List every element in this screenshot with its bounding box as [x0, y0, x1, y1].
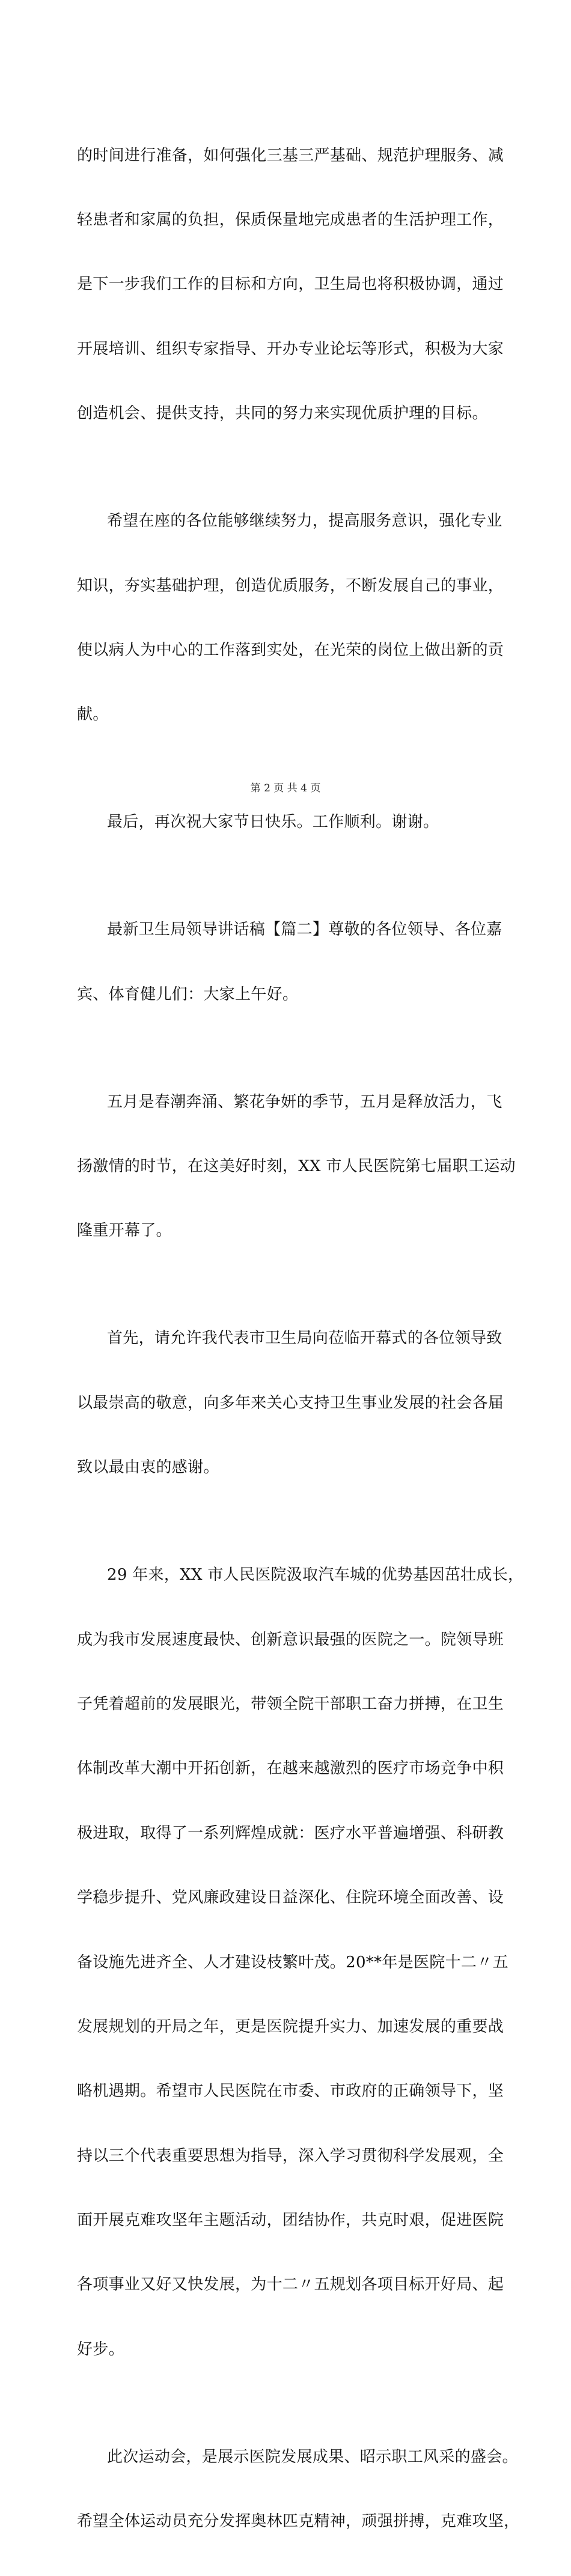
- page-footer: [0, 779, 571, 794]
- text-line: 开展培训、组织专家指导、开办专业论坛等形式，积极为大家: [77, 340, 504, 358]
- text-line: 希望在座的各位能够继续努力，提高服务意识，强化专业: [107, 512, 502, 531]
- text-line: 宾、体育健儿们：大家上午好。: [77, 985, 299, 1003]
- text-line: 是下一步我们工作的目标和方向，卫生局也将积极协调，通过: [77, 275, 504, 294]
- text-line: 扬激情的时节，在这美好时刻，XX 市人民医院第七届职工运动: [77, 1157, 516, 1176]
- paragraph: [77, 468, 504, 769]
- text-line: 献。: [77, 705, 109, 724]
- text-line: 希望全体运动员充分发挥奥林匹克精神，顽强拼搏，克难攻坚，: [77, 2512, 520, 2531]
- paragraph: [77, 877, 502, 1049]
- paragraph: [77, 102, 504, 468]
- paragraph: [77, 1522, 524, 2404]
- text-line: 学稳步提升、党风廉政建设日益深化、住院环境全面改善、设: [77, 1889, 504, 1907]
- text-line: 首先，请允许我代表市卫生局向莅临开幕式的各位领导致: [107, 1329, 502, 1348]
- text-line: 29 年来，XX 市人民医院汲取汽车城的优势基因茁壮成长，: [107, 1566, 524, 1585]
- paragraph: [77, 1049, 516, 1285]
- text-line: 备设施先进齐全、人才建设枝繁叶茂。20**年是医院十二〃五: [77, 1953, 508, 1972]
- text-line: 此次运动会，是展示医院发展成果、昭示职工风采的盛会。: [107, 2447, 518, 2466]
- text-line: 子凭着超前的发展眼光，带领全院干部职工奋力拼搏，在卫生: [77, 1694, 504, 1713]
- text-line: 最后，再次祝大家节日快乐。工作顺利。谢谢。: [107, 813, 439, 832]
- text-line: 好步。: [77, 2340, 124, 2358]
- text-line: 五月是春潮奔涌、繁花争妍的季节，五月是释放活力，飞: [107, 1092, 502, 1111]
- text-line: 轻患者和家属的负担，保质保量地完成患者的生活护理工作，: [77, 210, 504, 229]
- text-line: 持以三个代表重要思想为指导，深入学习贯彻科学发展观，全: [77, 2146, 504, 2165]
- text-line: 使以病人为中心的工作落到实处，在光荣的岗位上做出新的贡: [77, 641, 504, 659]
- text-line: 体制改革大潮中开拓创新，在越来越激烈的医疗市场竞争中积: [77, 1759, 504, 1778]
- text-line: 发展规划的开局之年，更是医院提升实力、加速发展的重要战: [77, 2017, 504, 2036]
- text-line: 成为我市发展速度最快、创新意识最强的医院之一。院领导班: [77, 1630, 504, 1649]
- text-line: 面开展克难攻坚年主题活动，团结协作，共克时艰，促进医院: [77, 2211, 504, 2230]
- paragraph: [77, 2404, 520, 2575]
- text-line: 极进取，取得了一系列辉煌成就：医疗水平普遍增强、科研教: [77, 1824, 504, 1842]
- text-line: 的时间进行准备，如何强化三基三严基础、规范护理服务、减: [77, 146, 504, 165]
- text-line: 以最崇高的敬意，向多年来关心支持卫生事业发展的社会各届: [77, 1393, 504, 1412]
- text-line: 隆重开幕了。: [77, 1222, 172, 1240]
- text-line: 创造机会、提供支持，共同的努力来实现优质护理的目标。: [77, 404, 488, 423]
- paragraph: [77, 1285, 504, 1522]
- text-line: 知识，夯实基础护理，创造优质服务，不断发展自己的事业，: [77, 576, 504, 595]
- text-line: 最新卫生局领导讲话稿【篇二】尊敬的各位领导、各位嘉: [107, 921, 502, 939]
- text-line: 各项事业又好又快发展，为十二〃五规划各项目标开好局、起: [77, 2276, 504, 2294]
- text-line: 略机遇期。希望市人民医院在市委、市政府的正确领导下，坚: [77, 2082, 504, 2101]
- text-line: 致以最由衷的感谢。: [77, 1458, 219, 1477]
- document-body: [77, 102, 524, 2576]
- page-number-label: 第 2 页 共 4 页: [250, 782, 321, 794]
